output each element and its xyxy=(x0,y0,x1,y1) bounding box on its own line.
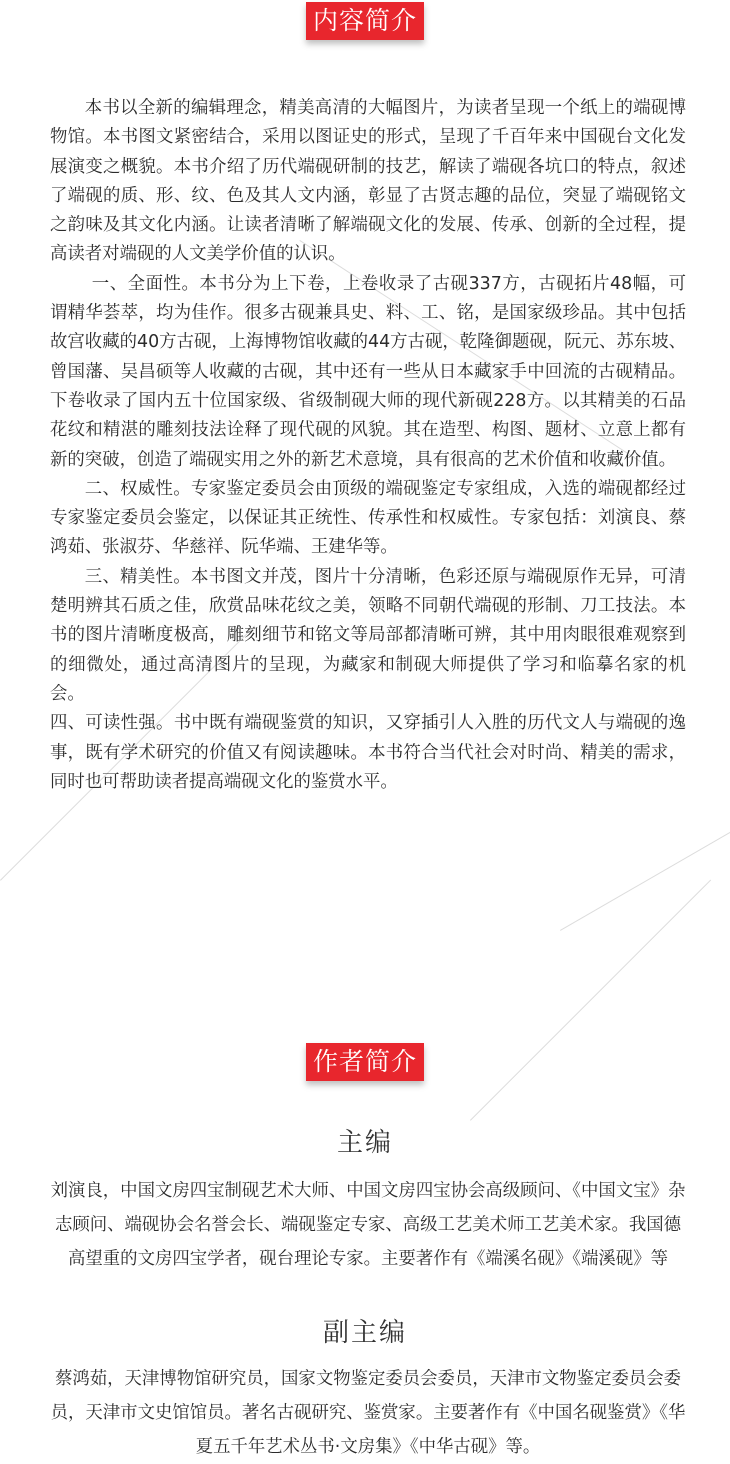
intro-section-badge: 内容简介 xyxy=(306,2,424,40)
intro-paragraph: 一、全面性。本书分为上下卷，上卷收录了古砚337方，古砚拓片48幅，可谓精华荟萃，均为佳作。很多古砚兼具史、料、工、铭，是国家级珍品。其中包括故宫收藏的40方古砚，上海博物馆收藏的44方古砚，乾隆御题砚，阮元、苏东坡、曾国藩、吴昌硕等人收藏的古砚，其中还有一些从日本藏家手中回流的古砚精品。下卷收录了国内五十位国家级、省级制砚大师的现代新砚228方。以其精美的石品花纹和精湛的雕刻技法诠释了现代砚的风貌。其在造型、构图、题材、立意上都有新的突破，创造了端砚实用之外的新艺术意境，具有很高的艺术价值和收藏价值。 xyxy=(50,273,686,470)
chief-editor-title: 主编 xyxy=(336,1128,393,1158)
chief-editor-bio: 刘演良，中国文房四宝制砚艺术大师、中国文房四宝协会高级顾问、《中国文宝》杂志顾问、端砚协会名誉会长、端砚鉴定专家、高级工艺美术师工艺美术家。我国德高望重的文房四宝学者，砚台理论专家。主要著作有《端溪名砚》《端溪砚》等 xyxy=(50,1181,686,1269)
intro-paragraph: 四、可读性强。书中既有端砚鉴赏的知识，又穿插引人入胜的历代文人与端砚的逸事，既有学术研究的价值又有阅读趣味。本书符合当代社会对时尚、精美的需求，同时也可帮助读者提高端砚文化的鉴赏水平。 xyxy=(50,713,686,792)
decorative-line xyxy=(470,880,711,1121)
intro-paragraph: 三、精美性。本书图文并茂，图片十分清晰，色彩还原与端砚原作无异，可清楚明辨其石质之佳，欣赏品味花纹之美，领略不同朝代端砚的形制、刀工技法。本书的图片清晰度极高，雕刻细节和铭文等局部都清晰可辨，其中用肉眼很难观察到的细微处，通过高清图片的呈现，为藏家和制砚大师提供了学习和临摹名家的机会。 xyxy=(50,566,686,704)
intro-text xyxy=(50,94,686,797)
deputy-editor-title: 副主编 xyxy=(322,1318,407,1348)
author-section-badge: 作者简介 xyxy=(306,1043,424,1081)
deputy-editor-bio: 蔡鸿茹，天津博物馆研究员，国家文物鉴定委员会委员，天津市文物鉴定委员会委员，天津市文史馆馆员。著名古砚研究、鉴赏家。主要著作有《中国名砚鉴赏》《华夏五千年艺术丛书·文房集》《中华古砚》等。 xyxy=(50,1369,686,1457)
intro-paragraph: 本书以全新的编辑理念，精美高清的大幅图片，为读者呈现一个纸上的端砚博物馆。本书图文紧密结合，采用以图证史的形式，呈现了千百年来中国砚台文化发展演变之概貌。本书介绍了历代端砚研制的技艺，解读了端砚各坑口的特点，叙述了端砚的质、形、纹、色及其人文内涵，彰显了古贤志趣的品位，突显了端砚铭文之韵味及其文化内涵。让读者清晰了解端砚文化的发展、传承、创新的全过程，提高读者对端砚的人文美学价值的认识。 xyxy=(50,98,686,265)
intro-paragraph: 二、权威性。专家鉴定委员会由顶级的端砚鉴定专家组成，入选的端砚都经过专家鉴定委员会鉴定，以保证其正统性、传承性和权威性。专家包括：刘演良、蔡鸿茹、张淑芬、华慈祥、阮华端、王建华等。 xyxy=(50,478,686,558)
decorative-line xyxy=(560,820,730,931)
